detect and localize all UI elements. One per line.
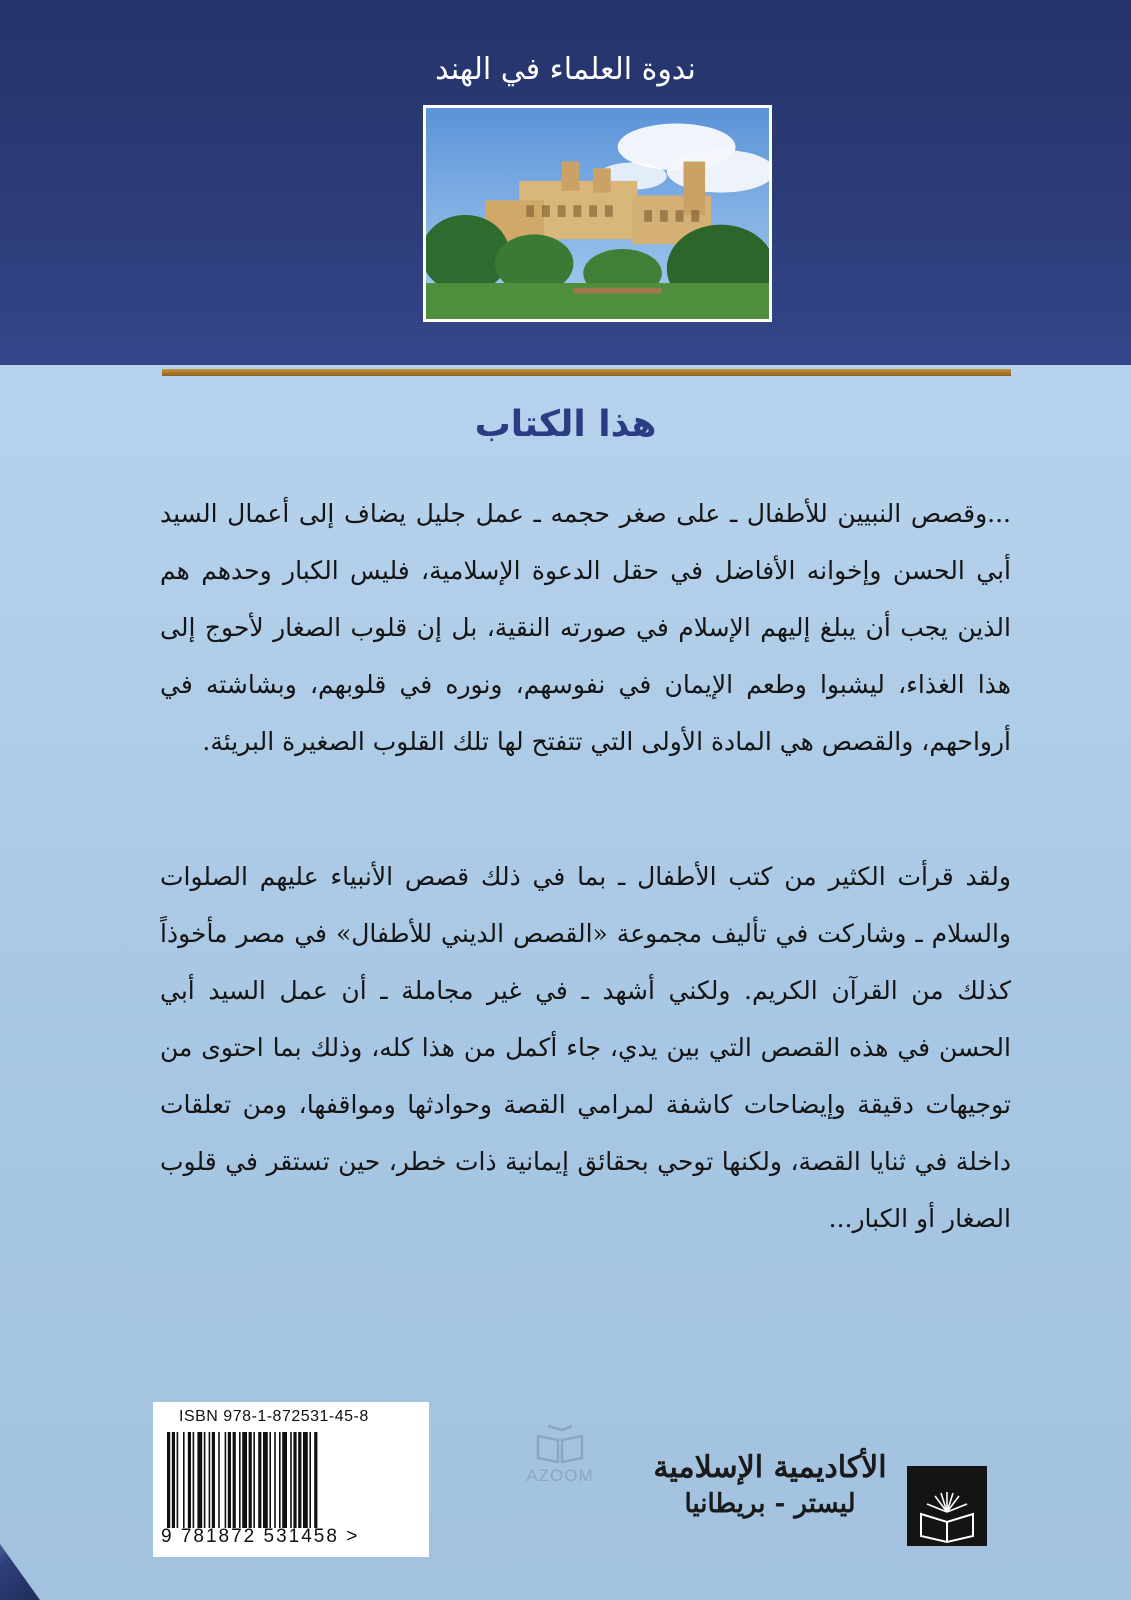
building-photo-illustration [426, 108, 769, 319]
barcode-box [153, 1402, 429, 1557]
azoom-label: AZOOM [526, 1466, 594, 1485]
azoom-logo [510, 1422, 610, 1486]
barcode-digits: 9 781872 531458 > [161, 1526, 360, 1547]
cover-photo [423, 105, 772, 322]
barcode-bars [165, 1432, 421, 1528]
gold-divider [162, 369, 1011, 376]
publisher-logo [907, 1466, 987, 1546]
publisher-name: الأكاديمية الإسلامية [653, 1450, 887, 1485]
section-title: هذا الكتاب [474, 404, 657, 445]
body-paragraph-2: ولقد قرأت الكثير من كتب الأطفال ـ بما في ذلك قصص الأنبياء عليهم الصلوات والسلام ـ وشاركت في تأليف مجموعة «القصص الديني للأطفال» في مصر مأخوذاً كذلك من القرآن الكريم. ولكني أشهد ـ في غير مجاملة ـ أن عمل السيد أبي الحسن في هذه القصص التي بين يدي، جاء أكمل من هذا كله، وذلك بما احتوى من توجيهات دقيقة وإيضاحات كاشفة لمرامي القصة وحوادثها ومواقفها، ومن تعلقات داخلة في ثنايا القصة، ولكنها توحي بحقائق إيمانية ذات خطر، حين تستقر في قلوب الصغار أو الكبار... [160, 862, 1011, 1233]
body-paragraph-1: ...وقصص النبيين للأطفال ـ على صغر حجمه ـ عمل جليل يضاف إلى أعمال السيد أبي الحسن وإخوانه الأفاضل في حقل الدعوة الإسلامية، فليس الكبار وحدهم هم الذين يجب أن يبلغ إليهم الإسلام في صورته النقية، بل إن قلوب الصغار لأحوج إلى هذا الغذاء، ليشبوا وطعم الإيمان في نفوسهم، ونوره في قلوبهم، وبشاشته في أرواحهم، والقصص هي المادة الأولى التي تتفتح لها تلك القلوب الصغيرة البريئة. [160, 499, 1011, 756]
publisher-book-icon [907, 1466, 987, 1546]
series-title: ندوة العلماء في الهند [435, 52, 696, 87]
open-book-icon [532, 1422, 588, 1466]
publisher-city: ليستر - بريطانيا [684, 1489, 856, 1519]
isbn-label: ISBN 978-1-872531-45-8 [179, 1408, 369, 1425]
corner-shadow [0, 1460, 40, 1600]
publisher-block [640, 1450, 900, 1519]
barcode-icon [165, 1432, 419, 1528]
